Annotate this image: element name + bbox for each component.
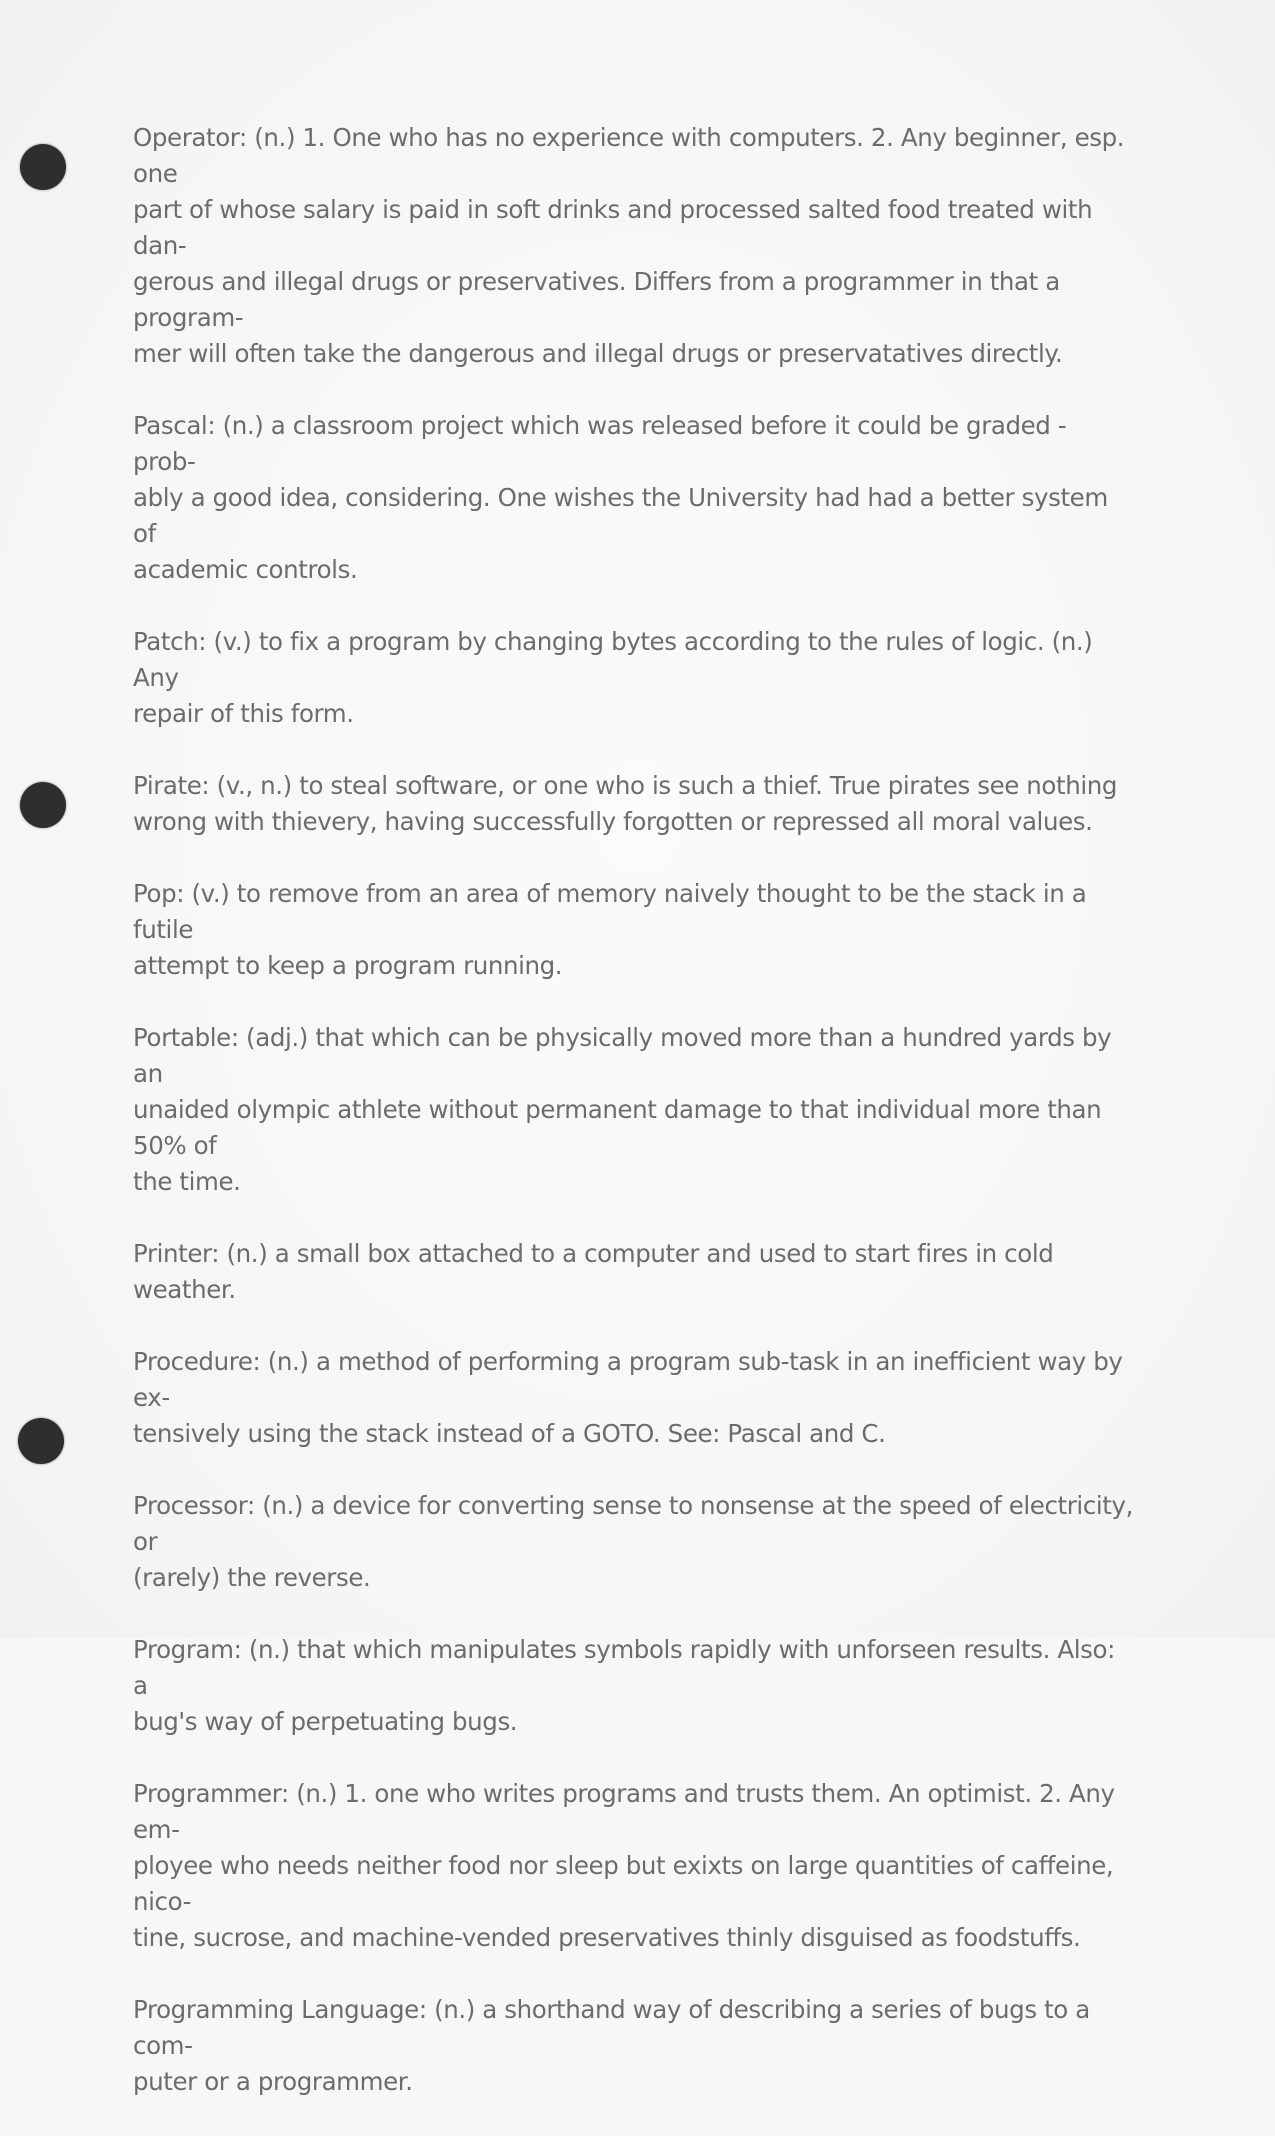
entry-procedure: Procedure: (n.) a method of performing a program sub-task in an inefficient way by ex- tensively using the stack instead of a GOTO. See: Pascal and C.	[133, 1347, 1123, 1448]
binder-hole-bottom	[18, 1418, 64, 1464]
entry-processor: Processor: (n.) a device for converting sense to nonsense at the speed of electricity, or (rarely) the reverse.	[133, 1491, 1133, 1592]
entry-patch: Patch: (v.) to fix a program by changing bytes according to the rules of logic. (n.) Any repair of this form.	[133, 627, 1093, 728]
binder-hole-middle	[20, 782, 66, 828]
entry-printer: Printer: (n.) a small box attached to a computer and used to start fires in cold weather.	[133, 1239, 1054, 1304]
glossary-entries	[133, 120, 1133, 2136]
entry-pirate: Pirate: (v., n.) to steal software, or one who is such a thief. True pirates see nothing wrong with thievery, having successfully forgotten or repressed all moral values.	[133, 771, 1118, 836]
binder-hole-top	[20, 144, 66, 190]
entry-programmer: Programmer: (n.) 1. one who writes programs and trusts them. An optimist. 2. Any em- ployee who needs neither food nor sleep but exixts on large quantities of caffeine, nico- tine, sucrose, and machine-vended preservatives thinly disguised as foodstuffs.	[133, 1779, 1115, 1952]
entry-pop: Pop: (v.) to remove from an area of memory naively thought to be the stack in a futile attempt to keep a program running.	[133, 879, 1087, 980]
entry-pascal: Pascal: (n.) a classroom project which was released before it could be graded - prob- ably a good idea, considering. One wishes the University had had a better system of academic controls.	[133, 411, 1108, 584]
entry-programming-language: Programming Language: (n.) a shorthand way of describing a series of bugs to a com- puter or a programmer.	[133, 1995, 1090, 2096]
entry-portable: Portable: (adj.) that which can be physically moved more than a hundred yards by an unaided olympic athlete without permanent damage to that individual more than 50% of the time.	[133, 1023, 1112, 1196]
entry-operator: Operator: (n.) 1. One who has no experience with computers. 2. Any beginner, esp. one part of whose salary is paid in soft drinks and processed salted food treated with dan- gerous and illegal drugs or preservatives. Differs from a programmer in that a program- mer will often take the dangerous and illegal drugs or preservatatives directly.	[133, 123, 1125, 368]
entry-program: Program: (n.) that which manipulates symbols rapidly with unforseen results. Also: a bug's way of perpetuating bugs.	[133, 1635, 1115, 1736]
